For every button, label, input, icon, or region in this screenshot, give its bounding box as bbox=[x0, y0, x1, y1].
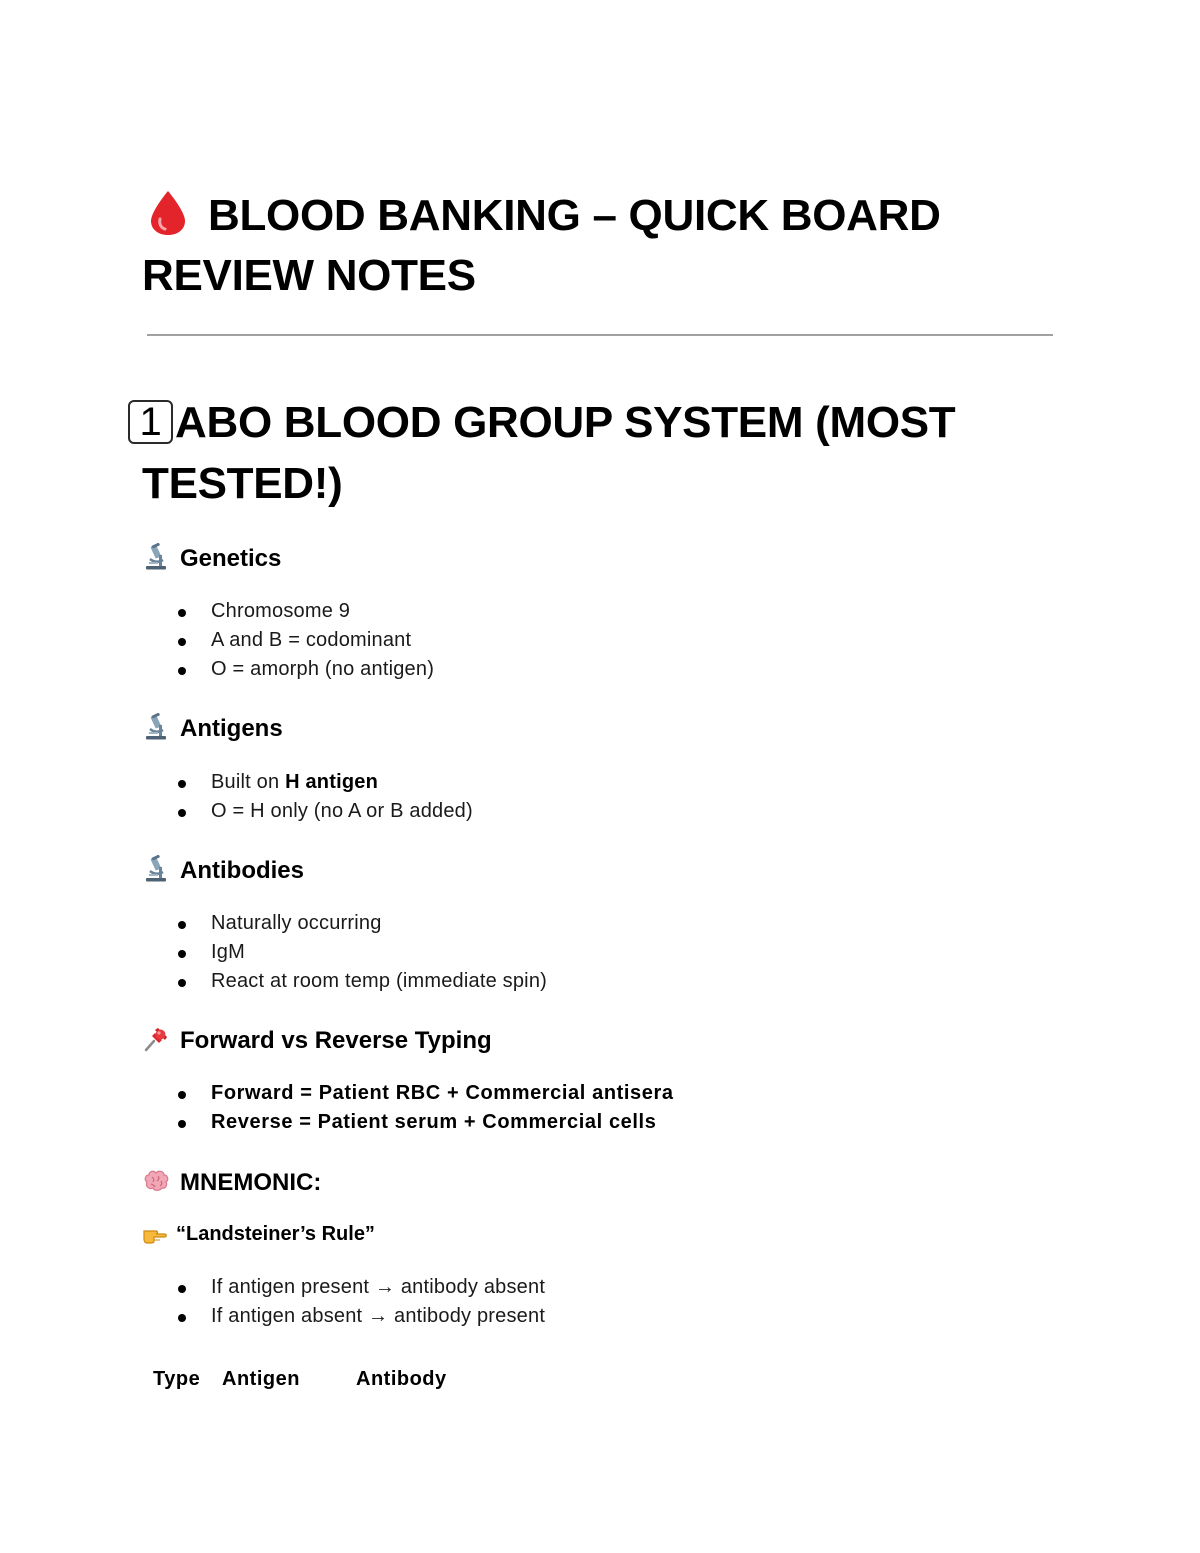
section-heading-abo bbox=[128, 392, 1028, 514]
bullet-icon bbox=[178, 950, 186, 958]
blood-drop-icon bbox=[146, 189, 190, 237]
list-item: A and B = codominant bbox=[176, 626, 976, 655]
section-heading-line-2: TESTED!) bbox=[142, 459, 343, 508]
antibodies-list bbox=[176, 909, 976, 996]
antigens-list bbox=[176, 768, 976, 826]
list-item: Naturally occurring bbox=[176, 909, 976, 938]
list-item: O = amorph (no antigen) bbox=[176, 655, 976, 684]
bullet-icon bbox=[178, 1091, 186, 1099]
bullet-icon bbox=[178, 638, 186, 646]
subheading-genetics-label: Genetics bbox=[180, 545, 282, 572]
brain-icon bbox=[142, 1167, 170, 1195]
list-item: Reverse = Patient serum + Commercial cells bbox=[176, 1108, 976, 1137]
subheading-antibodies-label: Antibodies bbox=[180, 857, 304, 884]
list-item: If antigen absent → antibody present bbox=[176, 1302, 976, 1331]
bullet-icon bbox=[178, 1314, 186, 1322]
bullet-icon bbox=[178, 609, 186, 617]
subheading-typing-label: Forward vs Reverse Typing bbox=[180, 1027, 492, 1054]
rule-list bbox=[176, 1273, 976, 1331]
list-item: Chromosome 9 bbox=[176, 597, 976, 626]
table-header-antibody: Antibody bbox=[356, 1368, 447, 1390]
subheading-antigens-label: Antigens bbox=[180, 715, 283, 742]
list-item: Forward = Patient RBC + Commercial antisera bbox=[176, 1079, 976, 1108]
keycap-number-icon: 1 bbox=[128, 400, 173, 444]
bullet-icon bbox=[178, 809, 186, 817]
subheading-genetics bbox=[142, 543, 842, 574]
bullet-icon bbox=[178, 1120, 186, 1128]
rule-heading-label: “Landsteiner’s Rule” bbox=[176, 1223, 375, 1245]
bullet-icon bbox=[178, 979, 186, 987]
list-item: Built on H antigen bbox=[176, 768, 976, 797]
document-title bbox=[142, 186, 1042, 306]
microscope-icon bbox=[142, 713, 170, 741]
subheading-typing bbox=[142, 1025, 842, 1056]
bullet-icon bbox=[178, 921, 186, 929]
title-line-2: REVIEW NOTES bbox=[142, 251, 476, 300]
bullet-icon bbox=[178, 1285, 186, 1293]
typing-list bbox=[176, 1079, 976, 1137]
pointing-hand-icon bbox=[142, 1221, 168, 1245]
list-item: O = H only (no A or B added) bbox=[176, 797, 976, 826]
title-line-1: BLOOD BANKING – QUICK BOARD bbox=[208, 191, 941, 240]
list-item: IgM bbox=[176, 938, 976, 967]
table-header-antigen: Antigen bbox=[222, 1368, 300, 1390]
subheading-mnemonic bbox=[142, 1167, 842, 1198]
subheading-mnemonic-label: MNEMONIC: bbox=[180, 1169, 322, 1196]
bullet-icon bbox=[178, 780, 186, 788]
microscope-icon bbox=[142, 543, 170, 571]
subheading-antigens bbox=[142, 713, 842, 744]
microscope-icon bbox=[142, 855, 170, 883]
subheading-antibodies bbox=[142, 855, 842, 886]
bullet-icon bbox=[178, 667, 186, 675]
horizontal-divider bbox=[147, 334, 1053, 336]
genetics-list bbox=[176, 597, 976, 684]
section-heading-line-1: ABO BLOOD GROUP SYSTEM (MOST bbox=[175, 398, 956, 447]
pushpin-icon bbox=[142, 1025, 170, 1053]
list-item: React at room temp (immediate spin) bbox=[176, 967, 976, 996]
table-header-type: Type bbox=[153, 1368, 201, 1390]
list-item: If antigen present → antibody absent bbox=[176, 1273, 976, 1302]
rule-heading bbox=[142, 1219, 375, 1249]
